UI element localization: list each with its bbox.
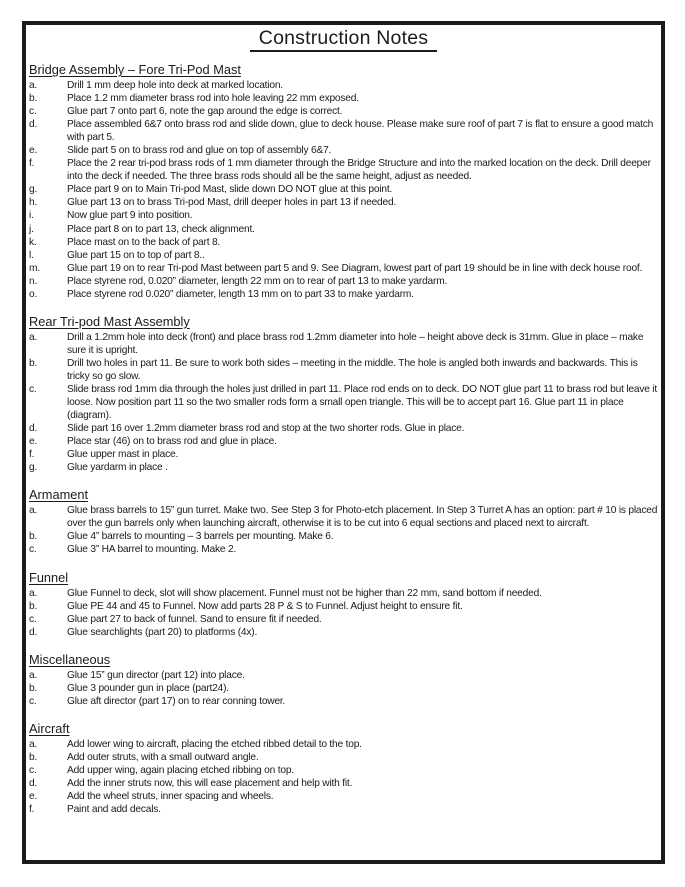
item-text: Drill a 1.2mm hole into deck (front) and place brass rod 1.2mm diameter into hole – height above deck is 31mm. Glue in place – make sure it is upright. xyxy=(67,331,644,356)
item-letter: l. xyxy=(29,249,34,261)
item-letter: c. xyxy=(29,613,37,625)
item-text: Place star (46) on to brass rod and glue in place. xyxy=(67,436,277,448)
item-text: Glue 3” HA barrel to mounting. Make 2. xyxy=(67,544,237,556)
item-text: Glue part 27 to back of funnel. Sand to ensure fit if needed. xyxy=(67,613,322,625)
item-letter: m. xyxy=(29,262,40,274)
list-item xyxy=(29,790,658,803)
item-letter: g. xyxy=(29,462,38,474)
section-heading: Miscellaneous xyxy=(29,651,111,667)
item-text: Slide brass rod 1mm dia through the holes just drilled in part 11. Place rod ends on to deck. DO NOT glue part 11 to brass rod but leave it loose. Now position part 11 so the two smaller rods form a small open triangle. This will be to accept part 16. Glue part 11 in place (diagram). xyxy=(67,383,658,422)
item-text: Glue part 13 on to brass Tri-pod Mast, drill deeper holes in part 13 if needed. xyxy=(67,197,397,209)
page-title: Construction Notes xyxy=(250,27,437,52)
item-text: Place part 8 on to part 13, check alignment. xyxy=(67,223,255,235)
list-item xyxy=(29,764,658,777)
list-item xyxy=(29,79,658,92)
item-letter: d. xyxy=(29,626,38,638)
item-letter: e. xyxy=(29,791,38,803)
list-item xyxy=(29,249,658,262)
list-item xyxy=(29,626,658,639)
list-item xyxy=(29,331,658,357)
list-item xyxy=(29,183,658,196)
item-letter: d. xyxy=(29,119,38,131)
notes-section xyxy=(29,569,658,639)
item-text: Glue part 7 onto part 6, note the gap around the edge is correct. xyxy=(67,106,343,118)
item-text: Place 1.2 mm diameter brass rod into hole leaving 22 mm exposed. xyxy=(67,93,359,105)
item-letter: c. xyxy=(29,383,37,395)
section-heading: Rear Tri-pod Mast Assembly xyxy=(29,313,190,329)
item-text: Glue part 15 on to top of part 8.. xyxy=(67,249,205,261)
list-item xyxy=(29,613,658,626)
item-letter: d. xyxy=(29,777,38,789)
notes-section xyxy=(29,720,658,816)
item-text: Place mast on to the back of part 8. xyxy=(67,236,221,248)
item-letter: i. xyxy=(29,210,34,222)
item-text: Glue upper mast in place. xyxy=(67,449,179,461)
item-text: Glue 4” barrels to mounting – 3 barrels per mounting. Make 6. xyxy=(67,531,334,543)
item-text: Add the inner struts now, this will ease placement and help with fit. xyxy=(67,777,353,789)
item-letter: d. xyxy=(29,423,38,435)
list-item xyxy=(29,504,658,530)
item-letter: k. xyxy=(29,236,37,248)
item-text: Add lower wing to aircraft, placing the etched ribbed detail to the top. xyxy=(67,738,362,750)
item-text: Place styrene rod, 0.020” diameter, length 22 mm on to rear of part 13 to make yardarm. xyxy=(67,275,448,287)
item-text: Place assembled 6&7 onto brass rod and slide down, glue to deck house. Please make sure roof of part 7 is flat to ensure a good match with part 5. xyxy=(67,119,654,144)
item-letter: e. xyxy=(29,145,38,157)
list-item xyxy=(29,461,658,474)
list-item xyxy=(29,105,658,118)
item-text: Glue 15” gun director (part 12) into place. xyxy=(67,669,245,681)
item-text: Glue aft director (part 17) on to rear conning tower. xyxy=(67,695,286,707)
item-letter: a. xyxy=(29,80,38,91)
item-letter: a. xyxy=(29,587,38,599)
item-text: Drill two holes in part 11. Be sure to work both sides – meeting in the middle. The hole is angled both inwards and backwards. This is tricky so go slow. xyxy=(67,357,638,382)
item-letter: b. xyxy=(29,600,38,612)
item-letter: a. xyxy=(29,505,38,517)
item-letter: b. xyxy=(29,751,38,763)
list-item xyxy=(29,751,658,764)
item-text: Place styrene rod 0.020” diameter, length 13 mm on to part 33 to make yardarm. xyxy=(67,288,414,300)
list-item xyxy=(29,144,658,157)
item-text: Place the 2 rear tri-pod brass rods of 1 mm diameter through the Bridge Structure and into the marked location on the deck. Drill deeper into the deck if needed. The three brass rods should all be the same height, adjust as needed. xyxy=(67,158,651,183)
item-text: Add the wheel struts, inner spacing and wheels. xyxy=(67,791,274,803)
item-text: Glue Funnel to deck, slot will show placement. Funnel must not be higher than 22 mm, sand bottom if needed. xyxy=(67,587,542,599)
list-item xyxy=(29,435,658,448)
item-letter: o. xyxy=(29,288,38,300)
section-heading: Bridge Assembly – Fore Tri-Pod Mast xyxy=(29,62,241,77)
item-letter: c. xyxy=(29,106,37,118)
list-item xyxy=(29,118,658,144)
item-letter: b. xyxy=(29,357,38,369)
list-item xyxy=(29,383,658,422)
item-text: Paint and add decals. xyxy=(67,804,161,816)
section-heading: Armament xyxy=(29,487,89,503)
list-item xyxy=(29,777,658,790)
list-item xyxy=(29,92,658,105)
list-item xyxy=(29,288,658,301)
item-text: Slide part 16 over 1.2mm diameter brass rod and stop at the two shorter rods. Glue in place. xyxy=(67,423,465,435)
item-letter: c. xyxy=(29,544,37,556)
list-item xyxy=(29,357,658,383)
list-item xyxy=(29,669,658,682)
list-item xyxy=(29,448,658,461)
item-letter: b. xyxy=(29,531,38,543)
item-letter: j. xyxy=(29,223,34,235)
list-item xyxy=(29,530,658,543)
item-letter: a. xyxy=(29,331,38,343)
notes-section xyxy=(29,61,658,301)
item-letter: e. xyxy=(29,436,38,448)
list-item xyxy=(29,275,658,288)
list-item xyxy=(29,196,658,209)
section-heading: Funnel xyxy=(29,569,69,585)
item-text: Glue searchlights (part 20) to platforms (4x). xyxy=(67,626,258,638)
item-text: Drill 1 mm deep hole into deck at marked location. xyxy=(67,80,283,91)
list-item xyxy=(29,682,658,695)
notes-section xyxy=(29,313,658,475)
item-text: Glue brass barrels to 15” gun turret. Make two. See Step 3 for Photo-etch placement. In Step 3 Turret A has an option: part # 10 is placed over the gun barrels only when launching aircraft, otherwise it is to be cut into 6 equal sections and placed next to aircraft. xyxy=(67,505,658,530)
item-letter: b. xyxy=(29,682,38,694)
item-letter: f. xyxy=(29,158,35,170)
list-item xyxy=(29,236,658,249)
item-letter: c. xyxy=(29,764,37,776)
list-item xyxy=(29,587,658,600)
item-letter: g. xyxy=(29,184,38,196)
section-heading: Aircraft xyxy=(29,720,70,736)
page-border xyxy=(22,21,665,864)
item-text: Glue 3 pounder gun in place (part24). xyxy=(67,682,229,694)
item-letter: b. xyxy=(29,93,38,105)
item-letter: c. xyxy=(29,695,37,707)
item-text: Glue yardarm in place . xyxy=(67,462,168,474)
item-letter: a. xyxy=(29,738,38,750)
item-text: Slide part 5 on to brass rod and glue on top of assembly 6&7. xyxy=(67,145,332,157)
list-item xyxy=(29,157,658,183)
list-item xyxy=(29,543,658,556)
list-item xyxy=(29,209,658,222)
notes-content xyxy=(29,61,658,816)
list-item xyxy=(29,738,658,751)
notes-section xyxy=(29,486,658,556)
item-text: Place part 9 on to Main Tri-pod Mast, slide down DO NOT glue at this point. xyxy=(67,184,393,196)
title-row xyxy=(29,27,658,52)
item-text: Now glue part 9 into position. xyxy=(67,210,193,222)
item-letter: h. xyxy=(29,197,38,209)
item-letter: a. xyxy=(29,669,38,681)
item-text: Glue PE 44 and 45 to Funnel. Now add parts 28 P & S to Funnel. Adjust height to ensure fit. xyxy=(67,600,463,612)
list-item xyxy=(29,223,658,236)
item-text: Glue part 19 on to rear Tri-pod Mast between part 5 and 9. See Diagram, lowest part of part 19 should be in line with deck house roof. xyxy=(67,262,643,274)
list-item xyxy=(29,422,658,435)
item-text: Add outer struts, with a small outward angle. xyxy=(67,751,259,763)
item-letter: f. xyxy=(29,804,35,816)
item-letter: f. xyxy=(29,449,35,461)
notes-section xyxy=(29,651,658,708)
list-item xyxy=(29,695,658,708)
list-item xyxy=(29,262,658,275)
list-item xyxy=(29,600,658,613)
item-letter: n. xyxy=(29,275,38,287)
item-text: Add upper wing, again placing etched ribbing on top. xyxy=(67,764,294,776)
list-item xyxy=(29,803,658,816)
